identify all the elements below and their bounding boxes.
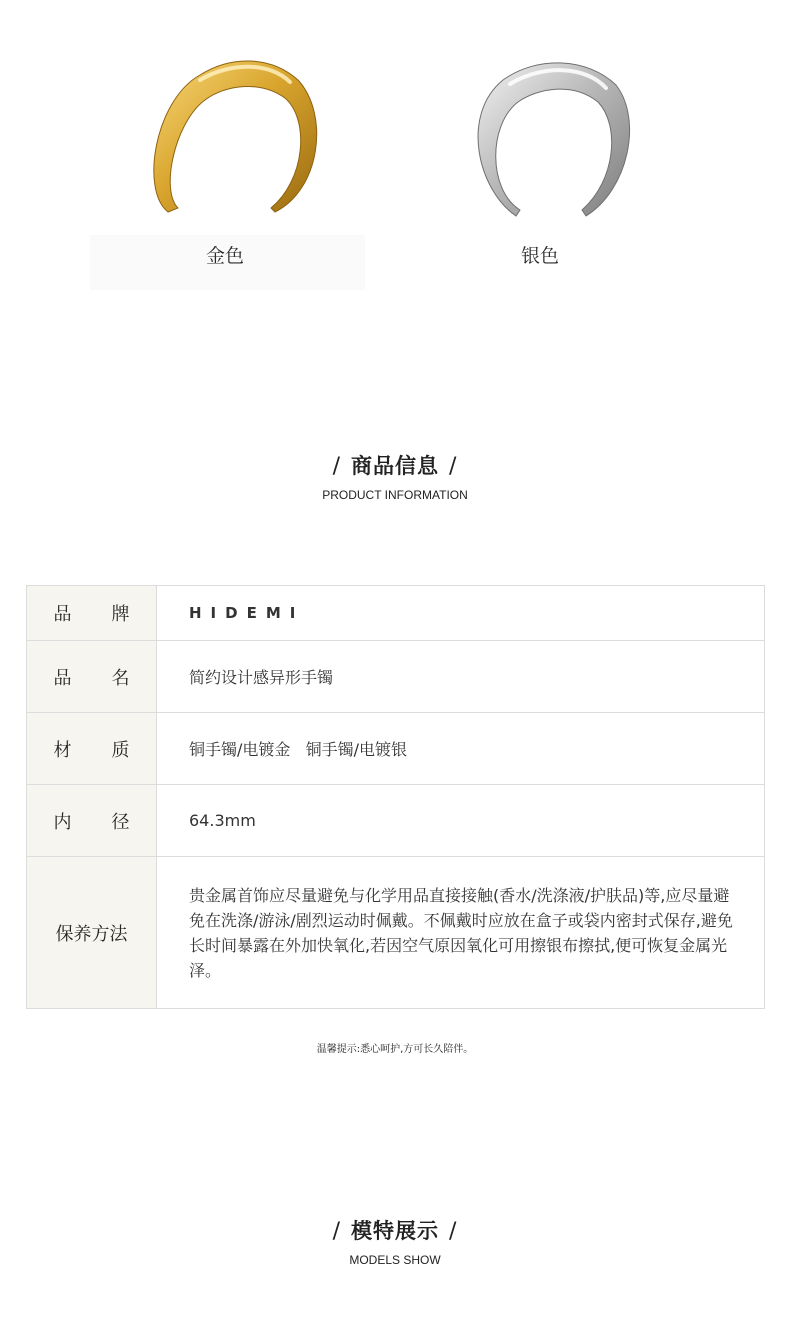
- models-show-title-zh: 模特展示: [351, 1219, 439, 1243]
- diameter-key: [27, 785, 157, 857]
- product-info-title-zh: 商品信息: [351, 454, 439, 478]
- name-key-char-1: 品: [53, 667, 72, 689]
- material-key-char-1: 材: [53, 739, 72, 761]
- table-row-material: [27, 713, 765, 785]
- warm-tip: 温馨提示:悉心呵护,方可长久陪伴。: [316, 1044, 474, 1055]
- name-key: [27, 641, 157, 713]
- table-row-name: [27, 641, 765, 713]
- product-info-title: [0, 450, 790, 480]
- slash-right: /: [449, 454, 458, 479]
- slash-left: /: [332, 454, 341, 479]
- product-info-title-en: PRODUCT INFORMATION: [322, 488, 468, 502]
- care-key: 保养方法: [27, 857, 157, 1009]
- material-key: [27, 713, 157, 785]
- brand-key-char-2: 牌: [111, 604, 130, 625]
- table-row-care: [27, 857, 765, 1009]
- variant-label-gold: 金色: [205, 245, 244, 267]
- brand-value: HIDEMI: [157, 586, 765, 641]
- product-info-table: [26, 585, 765, 1009]
- diameter-key-char-1: 内: [53, 811, 72, 833]
- name-key-char-2: 名: [111, 667, 130, 689]
- slash-left: /: [332, 1219, 341, 1244]
- brand-key-char-1: 品: [53, 604, 72, 625]
- name-value: 简约设计感异形手镯: [157, 641, 765, 713]
- product-info-heading: [0, 450, 790, 502]
- variant-label-silver: 银色: [520, 245, 559, 267]
- silver-bangle-image: [438, 40, 638, 230]
- table-row-diameter: [27, 785, 765, 857]
- models-show-heading: [0, 1215, 790, 1267]
- variant-silver[interactable]: [398, 40, 698, 300]
- diameter-value: 64.3mm: [157, 785, 765, 857]
- models-show-title-en: MODELS SHOW: [349, 1253, 441, 1267]
- slash-right: /: [449, 1219, 458, 1244]
- brand-key: [27, 586, 157, 641]
- gold-bangle-image: [130, 40, 330, 230]
- diameter-key-char-2: 径: [111, 811, 130, 833]
- table-row-brand: [27, 586, 765, 641]
- models-show-title: [0, 1215, 790, 1245]
- variant-gold[interactable]: [90, 40, 390, 300]
- care-value: 贵金属首饰应尽量避免与化学用品直接接触(香水/洗涤液/护肤品)等,应尽量避免在洗涤/游泳/剧烈运动时佩戴。不佩戴时应放在盒子或袋内密封式保存,避免长时间暴露在外加快氧化,若因空气原因氧化可用擦银布擦拭,便可恢复金属光泽。: [157, 857, 765, 1009]
- material-key-char-2: 质: [111, 739, 130, 761]
- material-value: 铜手镯/电镀金 铜手镯/电镀银: [157, 713, 765, 785]
